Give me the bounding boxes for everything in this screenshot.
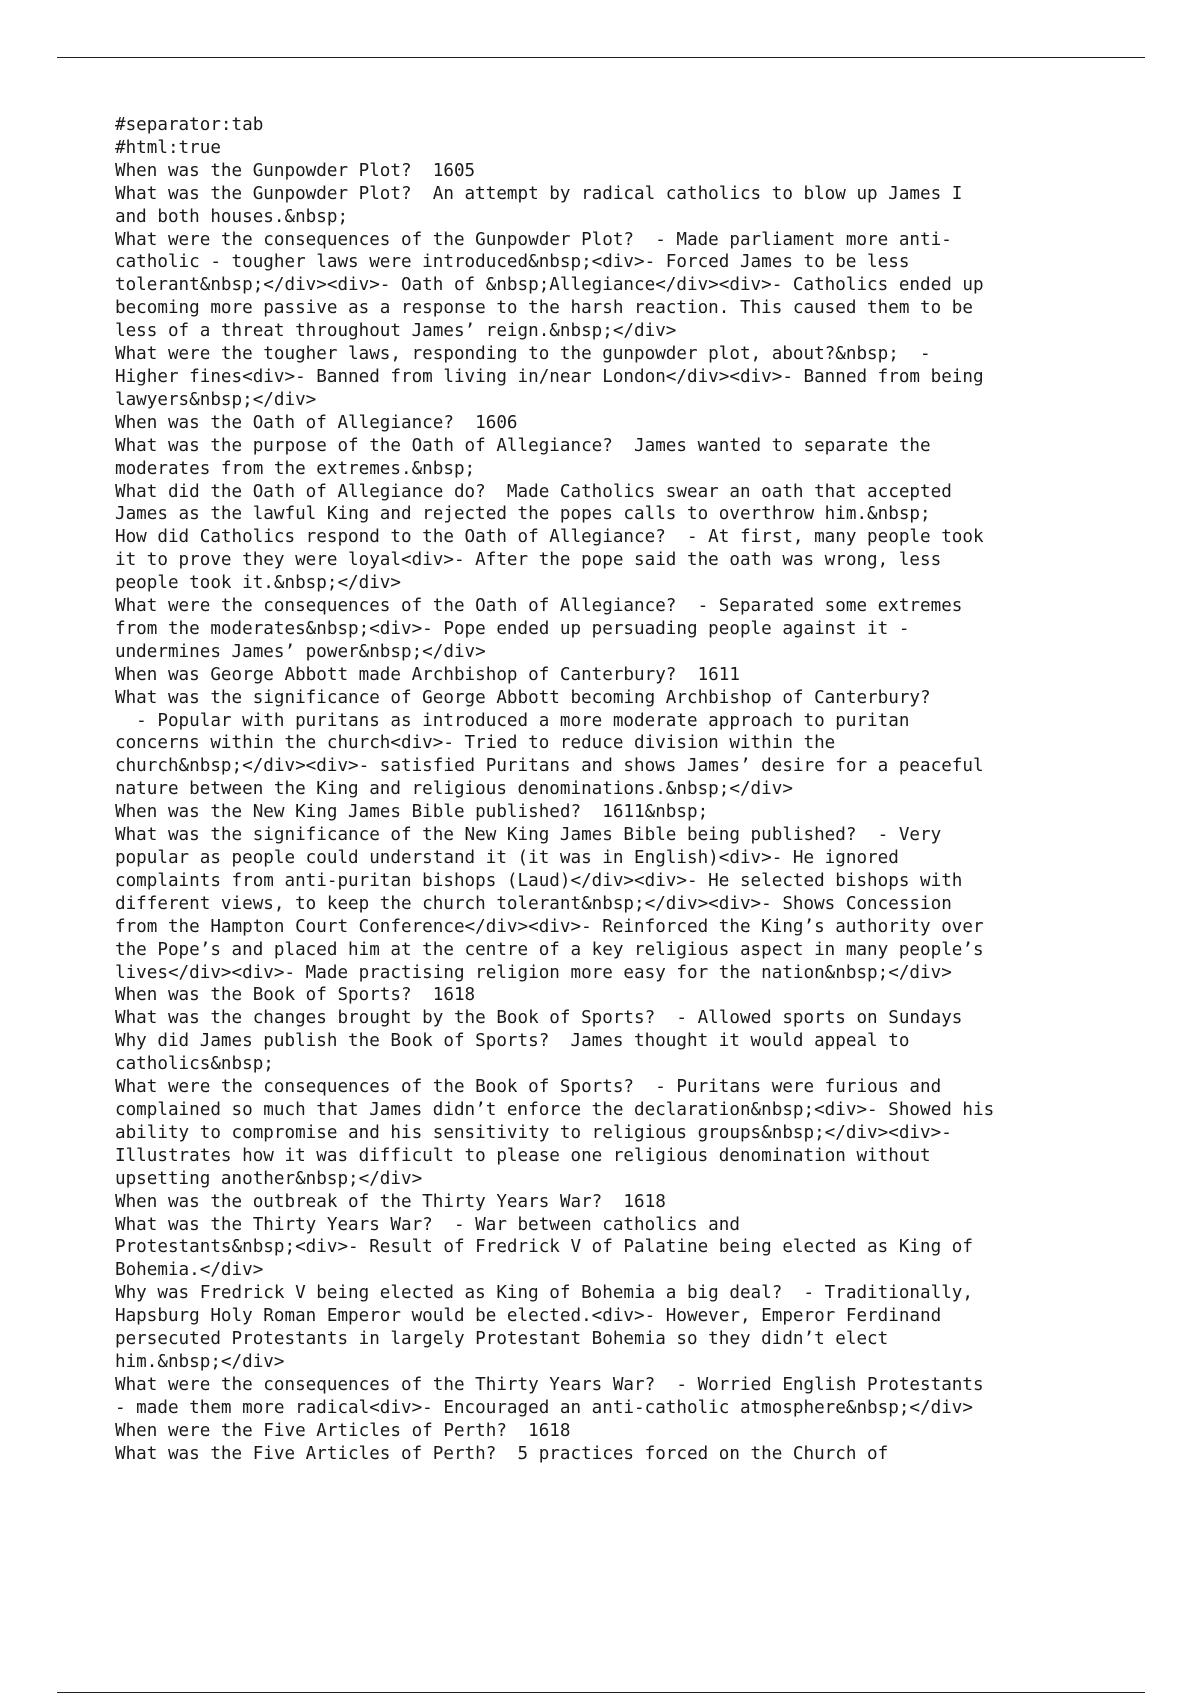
text-line: moderates from the extremes.&nbsp;	[115, 458, 476, 479]
text-line: Illustrates how it was difficult to please one religious denomination without	[115, 1145, 931, 1166]
text-line: less of a threat throughout James’ reign.&nbsp;</div>	[115, 321, 677, 342]
text-line: Hapsburg Holy Roman Emperor would be elected.<div>- However, Emperor Ferdinand	[115, 1306, 942, 1327]
text-line: What was the purpose of the Oath of Allegiance? James wanted to separate the	[115, 435, 931, 456]
text-line: upsetting another&nbsp;</div>	[115, 1168, 423, 1189]
text-line: people took it.&nbsp;</div>	[115, 573, 401, 594]
text-line: popular as people could understand it (it was in English)<div>- He ignored	[115, 848, 899, 868]
text-line: #html:true	[115, 137, 221, 158]
text-line: Why did James publish the Book of Sports? James thought it would appeal to	[115, 1031, 910, 1052]
text-line: concerns within the church<div>- Tried to reduce division within the	[115, 733, 836, 754]
text-line: ability to compromise and his sensitivity to religious groups&nbsp;</div><div>-	[115, 1122, 952, 1143]
text-line: Higher fines<div>- Banned from living in/near London</div><div>- Banned from being	[115, 366, 984, 387]
text-line: What was the changes brought by the Book of Sports? - Allowed sports on Sundays	[115, 1008, 963, 1029]
text-line: it to prove they were loyal<div>- After the pope said the oath was wrong, less	[115, 550, 942, 571]
text-line: becoming more passive as a response to the harsh reaction. This caused them to be	[115, 298, 973, 319]
text-line: complained so much that James didn’t enforce the declaration&nbsp;<div>- Showed his	[115, 1099, 995, 1120]
text-line: What was the significance of George Abbott becoming Archbishop of Canterbury?	[115, 687, 931, 708]
text-line: What was the Gunpowder Plot? An attempt by radical catholics to blow up James I	[115, 183, 963, 204]
text-line: When was the outbreak of the Thirty Years War? 1618	[115, 1191, 666, 1212]
text-line: When was the Oath of Allegiance? 1606	[115, 412, 518, 433]
text-line: - Popular with puritans as introduced a more moderate approach to puritan	[115, 710, 910, 731]
text-line: Why was Fredrick V being elected as King of Bohemia a big deal? - Traditionally,	[115, 1283, 973, 1304]
text-line: him.&nbsp;</div>	[115, 1351, 285, 1372]
text-line: What were the consequences of the Book of Sports? - Puritans were furious and	[115, 1077, 942, 1098]
text-line: When was the Book of Sports? 1618	[115, 985, 476, 1006]
text-line: from the moderates&nbsp;<div>- Pope ended up persuading people against it -	[115, 618, 910, 639]
text-line: When was the Gunpowder Plot? 1605	[115, 160, 476, 181]
text-line: What were the tougher laws, responding to the gunpowder plot, about?&nbsp; -	[115, 344, 931, 365]
text-line: catholic - tougher laws were introduced&nbsp;<div>- Forced James to be less	[115, 252, 910, 273]
text-line: church&nbsp;</div><div>- satisfied Puritans and shows James’ desire for a peaceful	[115, 756, 984, 777]
text-line: What did the Oath of Allegiance do? Made Catholics swear an oath that accepted	[115, 481, 952, 502]
top-rule	[57, 57, 1145, 58]
text-line: When were the Five Articles of Perth? 1618	[115, 1420, 571, 1441]
bottom-rule	[57, 1692, 1145, 1693]
text-line: Protestants&nbsp;<div>- Result of Fredrick V of Palatine being elected as King of	[115, 1237, 973, 1258]
text-line: undermines James’ power&nbsp;</div>	[115, 641, 486, 662]
text-line: catholics&nbsp;	[115, 1054, 274, 1075]
text-line: nature between the King and religious denominations.&nbsp;</div>	[115, 779, 793, 800]
text-line: What was the Thirty Years War? - War between catholics and	[115, 1214, 740, 1235]
text-line: James as the lawful King and rejected the popes calls to overthrow him.&nbsp;	[115, 504, 931, 525]
document-text	[115, 114, 1155, 1465]
text-line: tolerant&nbsp;</div><div>- Oath of &nbsp;Allegiance</div><div>- Catholics ended up	[115, 275, 984, 296]
text-line: different views, to keep the church tolerant&nbsp;</div><div>- Shows Concession	[115, 893, 952, 914]
text-line: What were the consequences of the Gunpowder Plot? - Made parliament more anti-	[115, 229, 952, 250]
text-line: complaints from anti-puritan bishops (Laud)</div><div>- He selected bishops with	[115, 870, 963, 891]
text-line: - made them more radical<div>- Encouraged an anti-catholic atmosphere&nbsp;</div>	[115, 1397, 973, 1418]
text-line: What were the consequences of the Oath of Allegiance? - Separated some extremes	[115, 596, 963, 617]
text-line: What were the consequences of the Thirty Years War? - Worried English Protestants	[115, 1374, 984, 1395]
text-line: and both houses.&nbsp;	[115, 206, 349, 227]
text-line: lives</div><div>- Made practising religion more easy for the nation&nbsp;</div>	[115, 962, 952, 983]
text-line: What was the significance of the New King James Bible being published? - Very	[115, 825, 942, 846]
text-line: What was the Five Articles of Perth? 5 practices forced on the Church of	[115, 1443, 889, 1464]
text-line: persecuted Protestants in largely Protestant Bohemia so they didn’t elect	[115, 1329, 889, 1350]
text-line: from the Hampton Court Conference</div><div>- Reinforced the King’s authority over	[115, 916, 984, 937]
text-line: the Pope’s and placed him at the centre of a key religious aspect in many people’s	[115, 939, 984, 960]
text-line: When was the New King James Bible published? 1611&nbsp;	[115, 802, 709, 823]
text-line: How did Catholics respond to the Oath of Allegiance? - At first, many people took	[115, 527, 984, 548]
text-line: lawyers&nbsp;</div>	[115, 389, 317, 410]
text-line: #separator:tab	[115, 115, 264, 135]
text-line: Bohemia.</div>	[115, 1260, 264, 1281]
text-line: When was George Abbott made Archbishop of Canterbury? 1611	[115, 664, 740, 685]
